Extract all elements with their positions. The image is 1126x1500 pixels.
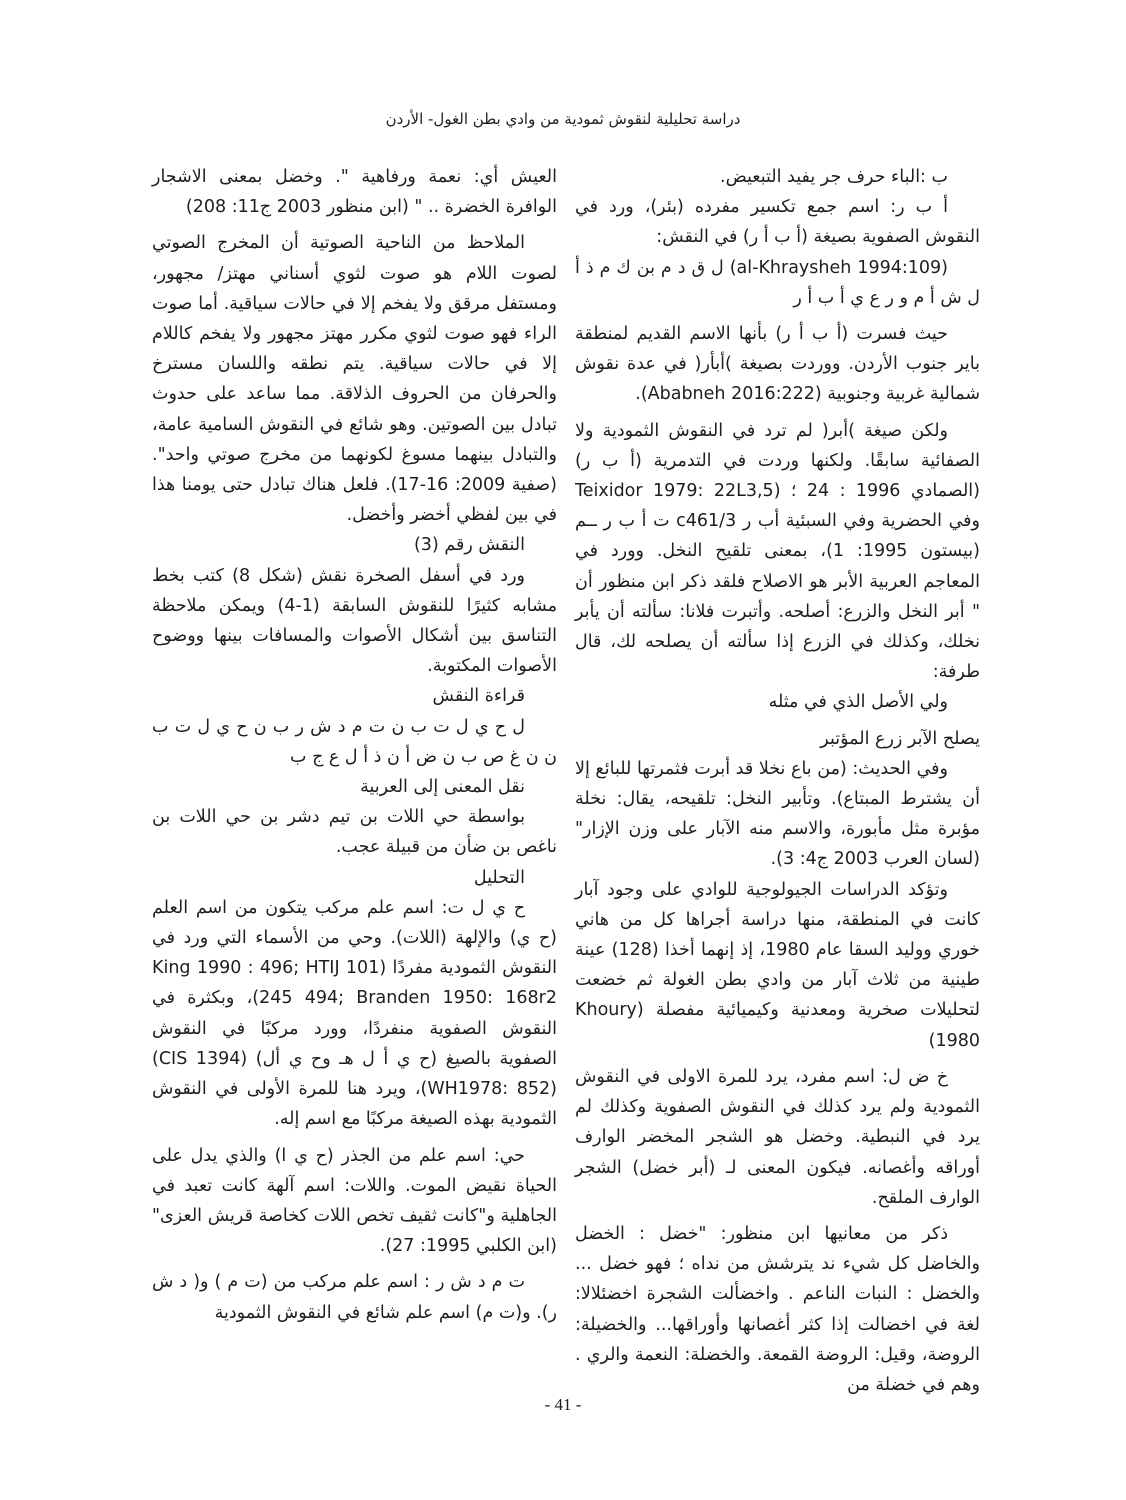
paragraph: ورد في أسفل الصخرة نقش (شكل 8) كتب بخط مشابه كثيرًا للنقوش السابقة (1-4) ويمكن ملاحظة التناسق بين أشكال الأصوات والمسافات بينها ووضوح الأصوات المكتوبة.: [152, 565, 558, 677]
poem-verse-1: ولي الأصل الذي في مثله: [768, 692, 948, 713]
paragraph: ولكن صيغة )أبر( لم ترد في النقوش الثمودية ولا الصفائية سابقًا. ولكنها وردت في التدمرية (أ ب ر) (الصمادي 1996 : 24 ؛ (Teixidor 1979: 22L3,5 وفي الحضرية وفي السبئية أب ر c461/3 ت أ ب ر ــم (بيستون 1995: 1)، بمعنى تلقيح النخل. وورد في المعاجم العربية الأبر هو الاصلاح فلقد ذكر ابن منظور أن " أبر النخل والزرع: أصلحه. وأتبرت فلانا: سألته أن يأبر نخلك، وكذلك في الزرع إذا سألته أن يصلحه لك، قال طرفة:: [575, 420, 981, 683]
right-column: [575, 162, 980, 1400]
subheading-reading: قراءة النقش: [432, 686, 525, 707]
paragraph: ب :الباء حرف جر يفيد التبعيض.: [720, 167, 948, 187]
inscription-citation: (al-Khraysheh 1994:109) ل ق د م بن ك م ذ أ ل ش أ م و ر ع ي أ ب أ ر: [575, 257, 980, 308]
paragraph: أ ب ر: اسم جمع تكسير مفرده (بئر)، ورد في النقوش الصفوية بصيغة (أ ب أ ر) في النقش:: [575, 197, 980, 248]
translation-text: بواسطة حي اللات بن تيم دشر بن حي اللات بن ناغص بن ضأن من قبيلة عجب.: [152, 807, 557, 858]
paragraph: حي: اسم علم من الجذر (ح ي ا) والذي يدل على الحياة نقيض الموت. واللات: اسم آلهة كانت تعبد في الجاهلية و"كانت ثقيف تخص اللات كخاصة قريش العزى"(ابن الكلبي 1995: 27).: [152, 1145, 557, 1257]
paragraph: العيش أي: نعمة ورفاهية ". وخضل بمعنى الاشجار الوافرة الخضرة .. " (ابن منظور 2003 ج11: 208): [152, 167, 557, 218]
paragraph: ت م د ش ر : اسم علم مركب من (ت م ) و( د ش ر). و(ت م) اسم علم شائع في النقوش الثمودية: [152, 1272, 557, 1323]
inscription-transliteration: ل ح ي ل ت ب ن ت م د ش ر ب ن ح ي ل ت ب ن ن غ ص ب ن ض أ ن ذ أ ل ع ج ب: [152, 716, 557, 767]
paragraph: ح ي ل ت: اسم علم مركب يتكون من اسم العلم (ح ي) والإلهة (اللات). وحي من الأسماء التي ورد في النقوش الثمودية مفردًا (King 1990 : 496; HTIJ 101 245 494; Branden 1950: 168r2)، وبكثرة في النقوش الصفوية منفردًا، وورد مركبًا في النقوش الصفوية بالصيغ (ح ي أ ل هـ وح ي أل) (CIS 1394) (WH1978: 852)، ويرد هنا للمرة الأولى في النقوش الثمودية بهذه الصيغة مركبًا مع اسم إله.: [152, 897, 557, 1130]
running-header: دراسة تحليلية لنقوش ثمودية من وادي بطن الغول- الأردن: [385, 110, 741, 128]
subheading-analysis: التحليل: [473, 867, 525, 888]
paragraph: وتؤكد الدراسات الجيولوجية للوادي على وجود آبار كانت في المنطقة، منها دراسة أجراها كل من هاني خوري ووليد السقا عام 1980، إذ إنهما أخذا (128) عينة طينية من ثلاث آبار من وادي بطن الغولة ثم خضعت لتحليلات صخرية ومعدنية وكيميائية مفصلة (Khoury 1980): [575, 879, 981, 1051]
paragraph: خ ض ل: اسم مفرد، يرد للمرة الاولى في النقوش الثمودية ولم يرد كذلك في النقوش الصفوية وكذلك لم يرد في النبطية. وخضل هو الشجر المخضر الوارف أوراقه وأغصانه. فيكون المعنى لـ (أبر خضل) الشجر الوارف الملقح.: [575, 1066, 980, 1208]
section-heading-inscription-3: النقش رقم (3): [413, 535, 525, 556]
paragraph: وفي الحديث: (من باع نخلا قد أبرت فثمرتها للبائع إلا أن يشترط المبتاع). وتأبير النخل: تلقيحه، يقال: نخلة مؤبرة مثل مأبورة، والاسم منه الآبار على وزن الإزار" (لسان العرب 2003 ج4: 3).: [575, 758, 980, 870]
paragraph: حيث فسرت (أ ب أ ر) بأنها الاسم القديم لمنطقة باير جنوب الأردن. ووردت بصيغة )أبأر( في عدة نقوش شمالية غربية وجنوبية (Ababneh 2016:222).: [575, 324, 980, 405]
left-column: [152, 162, 557, 1328]
poem-verse-2: يصلح الآبر زرع المؤتبر: [820, 728, 980, 749]
paragraph: الملاحظ من الناحية الصوتية أن المخرج الصوتي لصوت اللام هو صوت لثوي أسناني مهتز/ مجهور، ومستفل مرقق ولا يفخم إلا في حالات سياقية. أما صوت الراء فهو صوت لثوي مكرر مهتز مجهور ولا يفخم كاللام إلا في حالات سياقية. يتم نطقه واللسان مسترخ والحرفان من الحروف الذلاقة. مما ساعد على حدوث تبادل بين الصوتين. وهو شائع في النقوش السامية عامة، والتبادل بينهما مسوغ لكونهما من مخرج صوتي واحد". (صفية 2009: 16-17). فلعل هناك تبادل حتى يومنا هذا في بين لفظي أخضر وأخضل.: [152, 233, 557, 526]
paragraph: ذكر من معانيها ابن منظور: "خضل : الخضل والخاضل كل شيء ند يترشش من نداه ؛ فهو خضل ... والخضل : النبات الناعم . واخضألت الشجرة اخضئلالا: لغة في اخضالت إذا كثر أغصانها وأوراقها... والخضيلة: الروضة، وقيل: الروضة القمعة. والخضلة: النعمة والري . وهم في خضلة من: [575, 1223, 980, 1395]
subheading-translation: نقل المعنى إلى العربية: [360, 777, 525, 798]
page-number: - 41 -: [544, 1395, 582, 1414]
